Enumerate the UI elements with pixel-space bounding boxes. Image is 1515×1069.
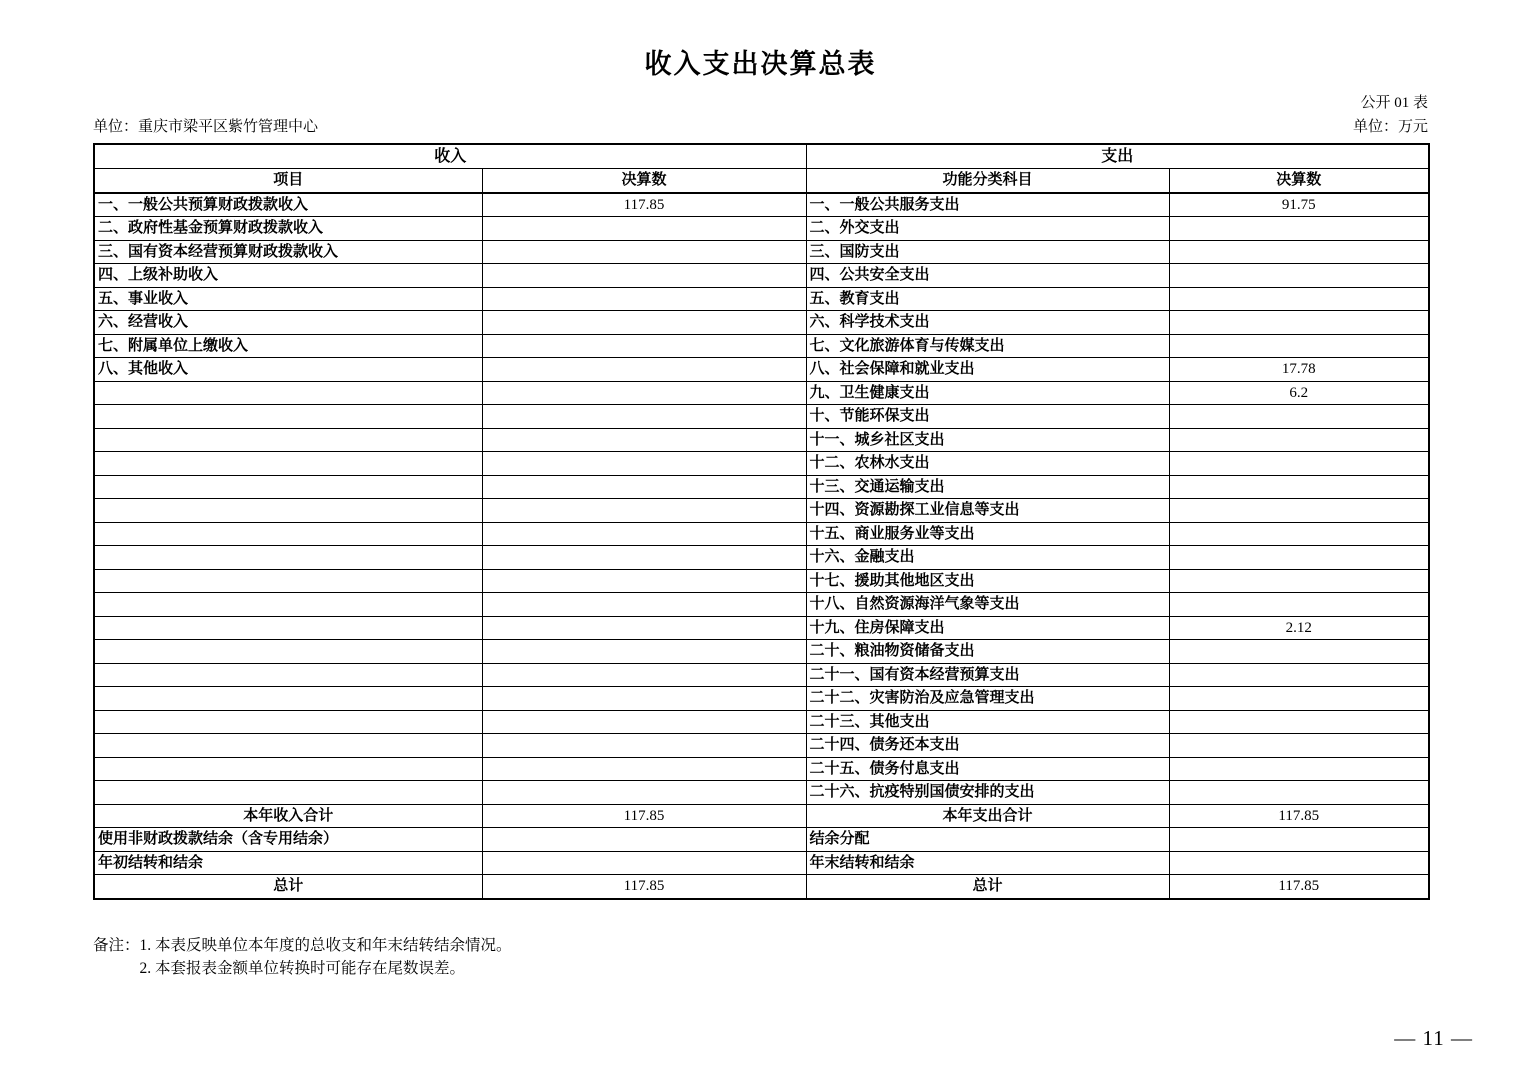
income-item-cell: 三、国有资本经营预算财政拨款收入 — [94, 240, 482, 264]
exp-item-cell: 八、社会保障和就业支出 — [806, 358, 1169, 382]
notes-lines — [140, 934, 1428, 980]
income-amount-cell — [482, 640, 806, 664]
exp-item-cell: 十七、援助其他地区支出 — [806, 569, 1169, 593]
income-amount-cell — [482, 757, 806, 781]
income-item-cell: 年初结转和结余 — [94, 851, 482, 875]
income-amount-cell — [482, 687, 806, 711]
group-header-row — [94, 144, 1429, 169]
exp-amount-cell: 91.75 — [1169, 193, 1429, 217]
income-item-cell — [94, 428, 482, 452]
income-item-cell — [94, 710, 482, 734]
income-amount-cell — [482, 381, 806, 405]
currency-unit-label: 单位：万元 — [1352, 119, 1428, 135]
income-item-cell: 一、一般公共预算财政拨款收入 — [94, 193, 482, 217]
exp-amount-cell — [1169, 334, 1429, 358]
exp-item-cell: 十五、商业服务业等支出 — [806, 522, 1169, 546]
income-amount-cell — [482, 734, 806, 758]
exp-amount-cell — [1169, 546, 1429, 570]
exp-amount-cell — [1169, 405, 1429, 429]
note-line-2: 2. 本套报表金额单位转换时可能存在尾数误差。 — [139, 959, 466, 977]
unit-name-label: 单位：重庆市梁平区紫竹管理中心 — [93, 119, 319, 135]
table-row — [94, 428, 1429, 452]
income-amount-cell — [482, 311, 806, 335]
table-row — [94, 499, 1429, 523]
income-item-cell — [94, 405, 482, 429]
exp-item-cell: 十二、农林水支出 — [806, 452, 1169, 476]
income-amount-cell — [482, 522, 806, 546]
income-amount-cell — [482, 616, 806, 640]
table-row — [94, 264, 1429, 288]
exp-item-cell: 十九、住房保障支出 — [806, 616, 1169, 640]
exp-item-cell: 二十一、国有资本经营预算支出 — [806, 663, 1169, 687]
exp-item-cell: 二十四、债务还本支出 — [806, 734, 1169, 758]
table-row — [94, 546, 1429, 570]
income-amount-cell — [482, 358, 806, 382]
exp-item-cell: 九、卫生健康支出 — [806, 381, 1169, 405]
exp-amount-cell — [1169, 663, 1429, 687]
income-amount-cell — [482, 499, 806, 523]
income-item-cell — [94, 452, 482, 476]
table-row — [94, 334, 1429, 358]
exp-item-cell: 三、国防支出 — [806, 240, 1169, 264]
exp-item-cell: 十八、自然资源海洋气象等支出 — [806, 593, 1169, 617]
table-row — [94, 687, 1429, 711]
income-item-cell — [94, 781, 482, 805]
table-row — [94, 710, 1429, 734]
exp-amount-cell — [1169, 640, 1429, 664]
table-row — [94, 381, 1429, 405]
exp-item-cell: 十、节能环保支出 — [806, 405, 1169, 429]
exp-amount-cell — [1169, 757, 1429, 781]
exp-amount-cell — [1169, 781, 1429, 805]
exp-amount-cell — [1169, 851, 1429, 875]
income-item-cell — [94, 522, 482, 546]
expenditure-group-header: 支出 — [806, 144, 1429, 169]
exp-amount-cell — [1169, 452, 1429, 476]
income-amount-cell — [482, 287, 806, 311]
col-header-exp-amount: 决算数 — [1169, 169, 1429, 193]
exp-item-cell: 一、一般公共服务支出 — [806, 193, 1169, 217]
exp-amount-cell — [1169, 428, 1429, 452]
table-row — [94, 287, 1429, 311]
table-row — [94, 757, 1429, 781]
exp-item-cell: 二十、粮油物资储备支出 — [806, 640, 1169, 664]
exp-item-cell: 七、文化旅游体育与传媒支出 — [806, 334, 1169, 358]
income-item-cell: 四、上级补助收入 — [94, 264, 482, 288]
column-header-row — [94, 169, 1429, 193]
income-amount-cell — [482, 710, 806, 734]
income-item-cell: 总计 — [94, 875, 482, 899]
exp-item-cell: 十六、金融支出 — [806, 546, 1169, 570]
income-item-cell: 八、其他收入 — [94, 358, 482, 382]
income-item-cell — [94, 593, 482, 617]
exp-amount-cell — [1169, 828, 1429, 852]
income-item-cell: 七、附属单位上缴收入 — [94, 334, 482, 358]
exp-amount-cell: 117.85 — [1169, 875, 1429, 899]
income-item-cell: 使用非财政拨款结余（含专用结余） — [94, 828, 482, 852]
income-amount-cell — [482, 240, 806, 264]
income-amount-cell — [482, 663, 806, 687]
exp-amount-cell — [1169, 710, 1429, 734]
income-item-cell — [94, 546, 482, 570]
exp-amount-cell — [1169, 264, 1429, 288]
table-row — [94, 217, 1429, 241]
income-item-cell: 二、政府性基金预算财政拨款收入 — [94, 217, 482, 241]
col-header-exp-item: 功能分类科目 — [806, 169, 1169, 193]
exp-amount-cell — [1169, 569, 1429, 593]
table-row — [94, 405, 1429, 429]
table-row — [94, 734, 1429, 758]
exp-amount-cell — [1169, 475, 1429, 499]
exp-item-cell: 二十六、抗疫特别国债安排的支出 — [806, 781, 1169, 805]
table-row — [94, 193, 1429, 217]
col-header-income-amount: 决算数 — [482, 169, 806, 193]
meta-row — [93, 118, 1428, 136]
income-item-cell — [94, 616, 482, 640]
table-row — [94, 640, 1429, 664]
income-amount-cell — [482, 593, 806, 617]
income-item-cell — [94, 569, 482, 593]
exp-amount-cell — [1169, 687, 1429, 711]
exp-item-cell: 十三、交通运输支出 — [806, 475, 1169, 499]
income-item-cell — [94, 757, 482, 781]
income-item-cell: 六、经营收入 — [94, 311, 482, 335]
exp-item-cell: 总计 — [806, 875, 1169, 899]
income-amount-cell: 117.85 — [482, 875, 806, 899]
exp-amount-cell — [1169, 217, 1429, 241]
exp-amount-cell — [1169, 311, 1429, 335]
table-row — [94, 781, 1429, 805]
page-number: — 11 — — [1394, 1026, 1473, 1050]
exp-amount-cell — [1169, 734, 1429, 758]
income-amount-cell — [482, 334, 806, 358]
exp-amount-cell — [1169, 593, 1429, 617]
table-code: 公开 01 表 — [1360, 95, 1428, 111]
exp-item-cell: 二、外交支出 — [806, 217, 1169, 241]
income-item-cell — [94, 475, 482, 499]
exp-amount-cell: 2.12 — [1169, 616, 1429, 640]
exp-amount-cell: 117.85 — [1169, 804, 1429, 828]
income-item-cell — [94, 499, 482, 523]
table-body — [94, 193, 1429, 899]
income-item-cell — [94, 663, 482, 687]
table-row — [94, 663, 1429, 687]
income-amount-cell — [482, 264, 806, 288]
income-group-header: 收入 — [94, 144, 806, 169]
income-amount-cell — [482, 828, 806, 852]
income-amount-cell — [482, 405, 806, 429]
table-row — [94, 616, 1429, 640]
notes-block — [93, 934, 1428, 980]
exp-item-cell: 六、科学技术支出 — [806, 311, 1169, 335]
table-row — [94, 522, 1429, 546]
exp-item-cell: 十一、城乡社区支出 — [806, 428, 1169, 452]
income-item-cell — [94, 734, 482, 758]
budget-summary-table — [93, 143, 1430, 900]
exp-item-cell: 二十三、其他支出 — [806, 710, 1169, 734]
income-amount-cell — [482, 217, 806, 241]
income-item-cell — [94, 640, 482, 664]
table-row — [94, 311, 1429, 335]
notes-label: 备注： — [93, 936, 140, 954]
exp-item-cell: 十四、资源勘探工业信息等支出 — [806, 499, 1169, 523]
exp-amount-cell — [1169, 522, 1429, 546]
income-amount-cell: 117.85 — [482, 804, 806, 828]
exp-amount-cell — [1169, 499, 1429, 523]
exp-amount-cell: 6.2 — [1169, 381, 1429, 405]
income-amount-cell — [482, 569, 806, 593]
income-item-cell — [94, 381, 482, 405]
exp-item-cell: 结余分配 — [806, 828, 1169, 852]
exp-item-cell: 本年支出合计 — [806, 804, 1169, 828]
income-amount-cell — [482, 452, 806, 476]
exp-item-cell: 二十二、灾害防治及应急管理支出 — [806, 687, 1169, 711]
table-row — [94, 475, 1429, 499]
table-row — [94, 358, 1429, 382]
income-amount-cell — [482, 851, 806, 875]
exp-item-cell: 四、公共安全支出 — [806, 264, 1169, 288]
table-row — [94, 828, 1429, 852]
table-row — [94, 875, 1429, 899]
exp-item-cell: 年末结转和结余 — [806, 851, 1169, 875]
income-amount-cell — [482, 428, 806, 452]
exp-item-cell: 二十五、债务付息支出 — [806, 757, 1169, 781]
income-item-cell — [94, 687, 482, 711]
income-amount-cell — [482, 546, 806, 570]
income-item-cell: 本年收入合计 — [94, 804, 482, 828]
table-row — [94, 452, 1429, 476]
page-title: 收入支出决算总表 — [644, 49, 877, 79]
income-amount-cell: 117.85 — [482, 193, 806, 217]
table-row — [94, 569, 1429, 593]
table-row — [94, 804, 1429, 828]
exp-item-cell: 五、教育支出 — [806, 287, 1169, 311]
exp-amount-cell — [1169, 287, 1429, 311]
table-row — [94, 851, 1429, 875]
table-row — [94, 240, 1429, 264]
note-line-1: 1. 本表反映单位本年度的总收支和年末结转结余情况。 — [139, 936, 512, 954]
table-row — [94, 593, 1429, 617]
income-amount-cell — [482, 475, 806, 499]
exp-amount-cell — [1169, 240, 1429, 264]
col-header-income-item: 项目 — [94, 169, 482, 193]
income-amount-cell — [482, 781, 806, 805]
exp-amount-cell: 17.78 — [1169, 358, 1429, 382]
income-item-cell: 五、事业收入 — [94, 287, 482, 311]
